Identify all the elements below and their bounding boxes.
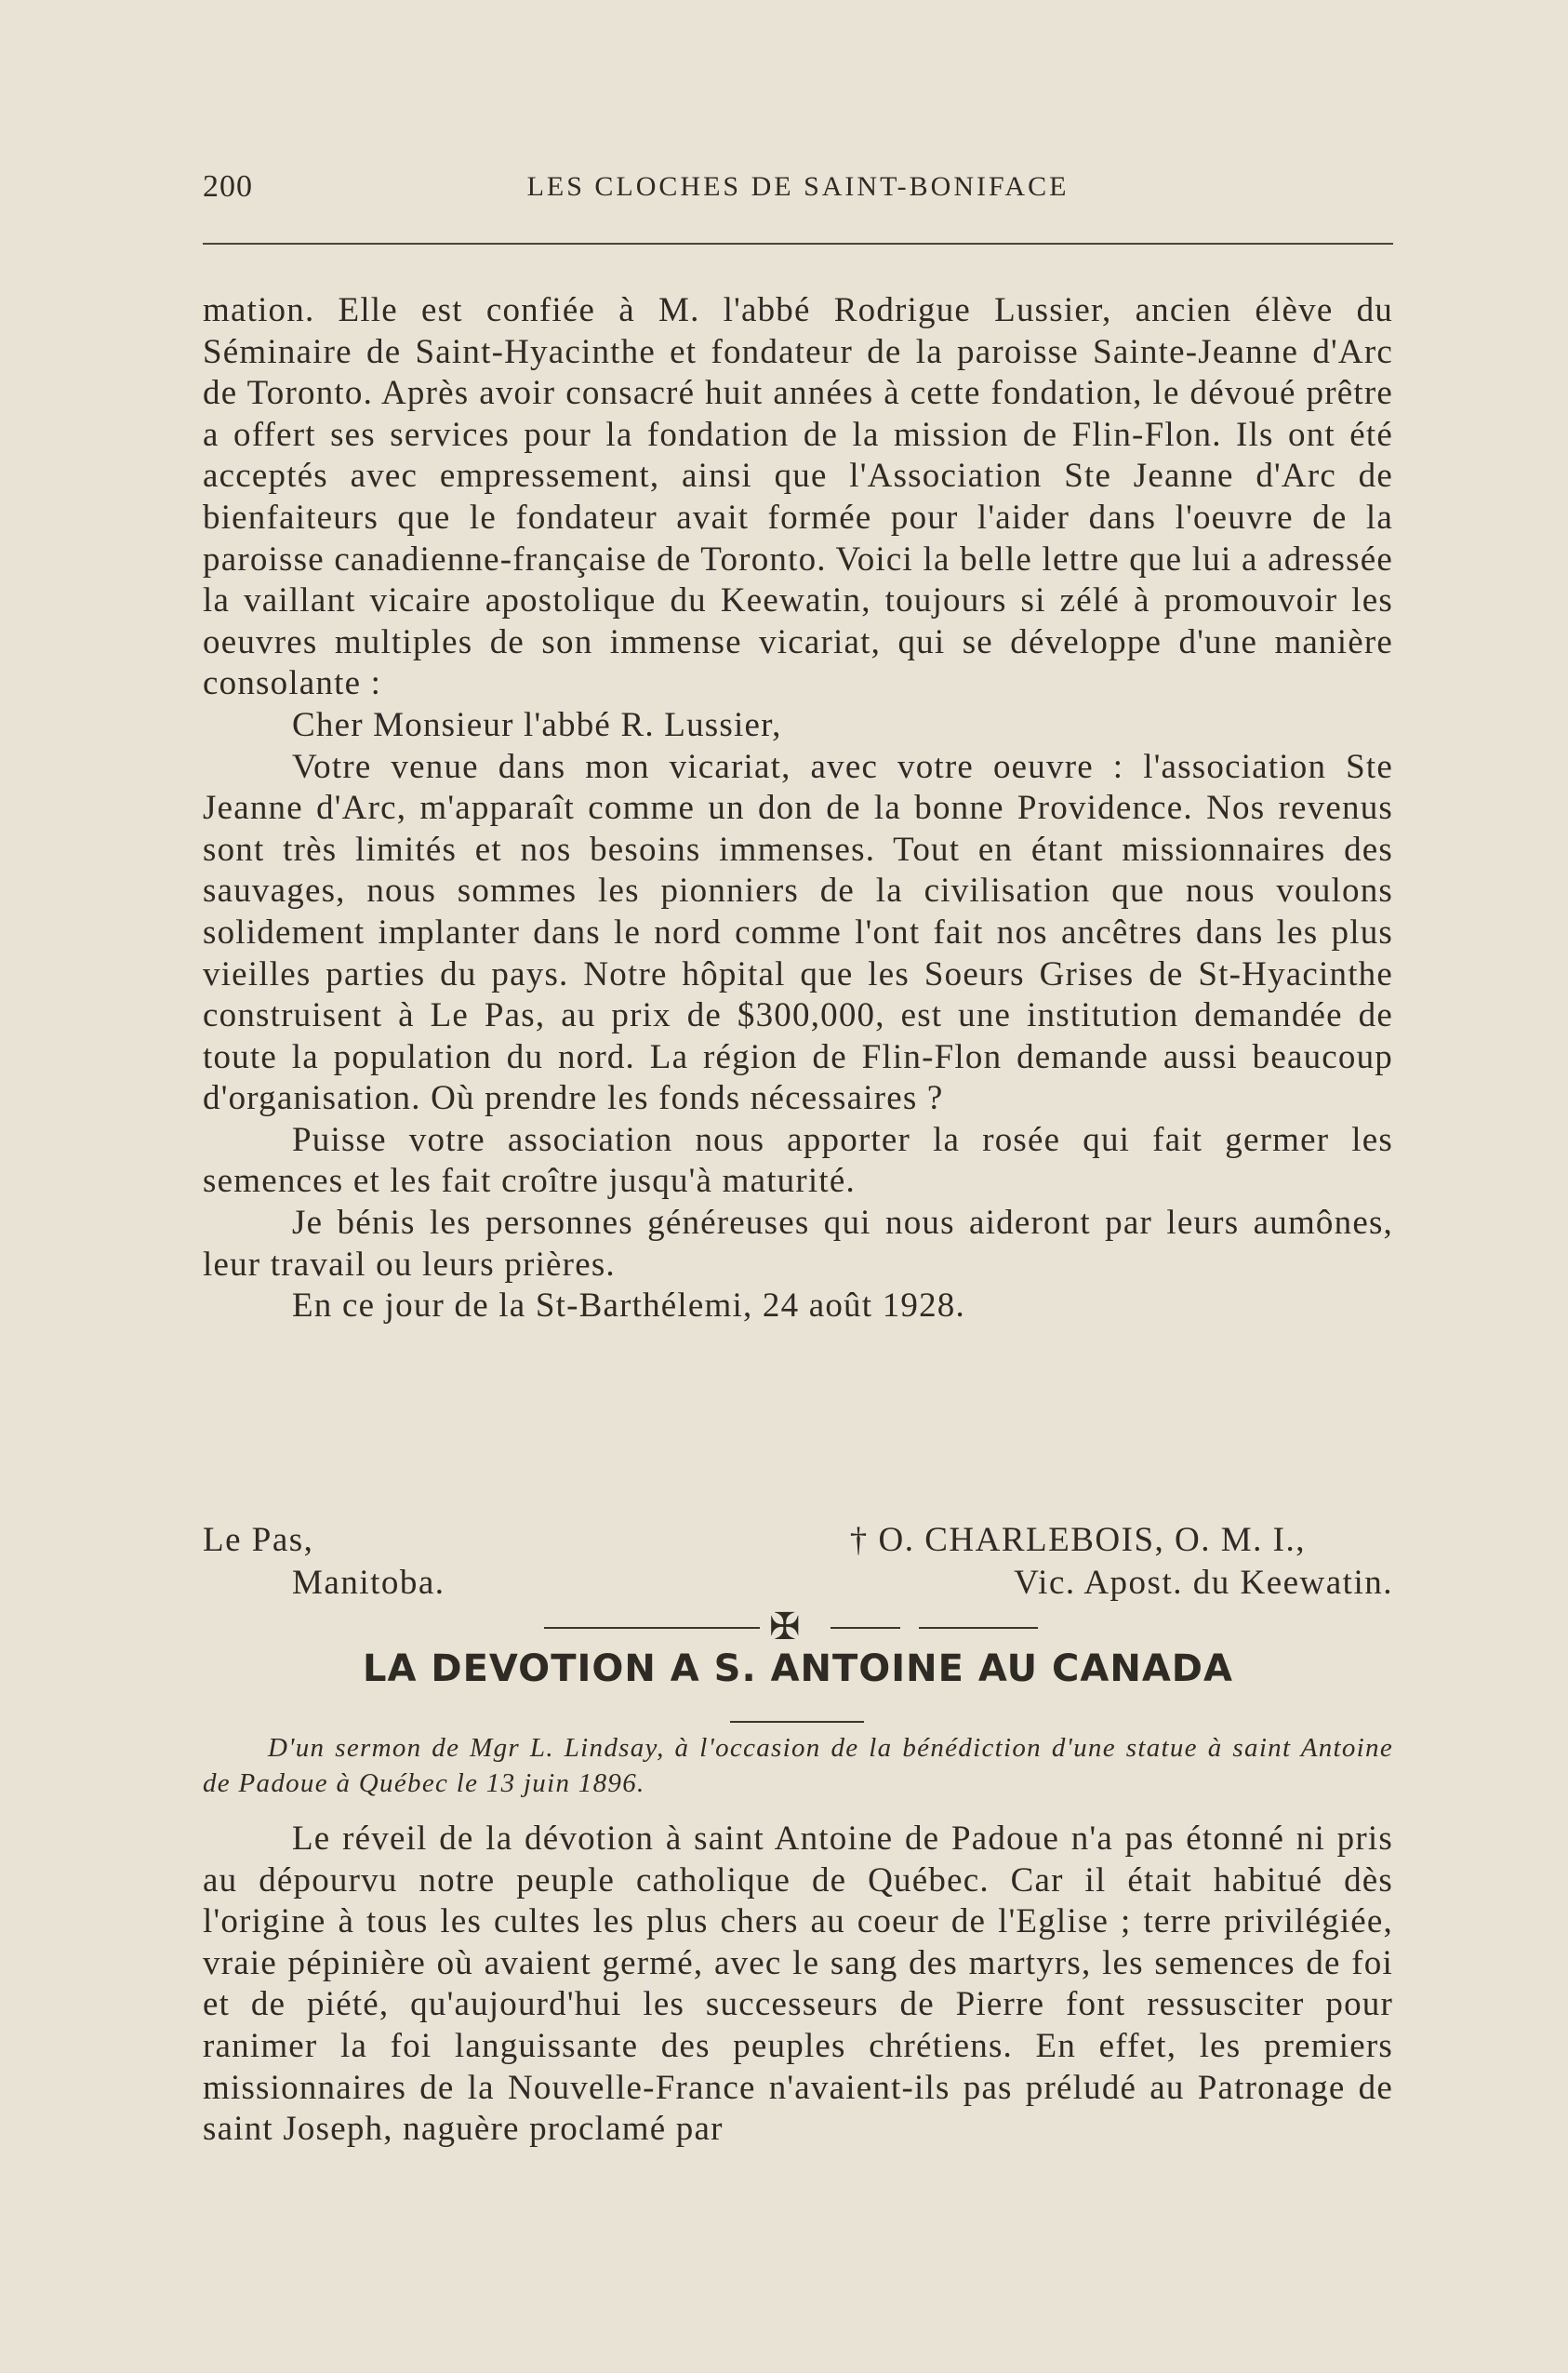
letter-salutation: Cher Monsieur l'abbé R. Lussier, [292, 705, 782, 744]
title-rule [730, 1721, 864, 1723]
article-title: LA DEVOTION A S. ANTOINE AU CANADA [363, 1647, 1233, 1690]
separator-rule-middle [831, 1627, 900, 1629]
paragraph-letter-wish: Puisse votre association nous apporter la rosée qui fait germer les semences et les fait croître jusqu'à maturité. [203, 1120, 1393, 1201]
article-subtitle [203, 1730, 1393, 1801]
letter-signature [203, 1519, 1393, 1605]
paragraph-letter-main: Votre venue dans mon vicariat, avec votre oeuvre : l'association Ste Jeanne d'Arc, m'apparaît comme un don de la bonne Providence. Nos revenus sont très limités et nos besoins immenses. Tout en étant missionnaires des sauvages, nous sommes les pionniers de la civilisation que nous voulons solidement implanter dans le nord comme l'ont fait nos ancêtres dans les plus vieilles parties du pays. Notre hôpital que les Soeurs Grises de St-Hyacinthe construisent à Le Pas, au prix de $300,000, est une institution demandée de toute la population du nord. La région de Flin-Flon demande aussi beaucoup d'organisation. Où prendre les fonds nécessaires ? [203, 747, 1393, 1118]
article-subtitle-text: D'un sermon de Mgr L. Lindsay, à l'occasion de la bénédiction d'une statue à saint Antoine de Padoue à Québec le 13 juin 1896. [203, 1733, 1393, 1798]
page-number: 200 [203, 169, 253, 204]
running-title: LES CLOCHES DE SAINT-BONIFACE [526, 171, 1070, 202]
signature-signer-line1: † O. CHARLEBOIS, O. M. I., [849, 1521, 1306, 1559]
letter-date: En ce jour de la St-Barthélemi, 24 août 1928. [292, 1286, 965, 1326]
header-rule [203, 243, 1393, 245]
paragraph-intro: mation. Elle est confiée à M. l'abbé Rodrigue Lussier, ancien élève du Séminaire de Saint-Hyacinthe et fondateur de la paroisse Sainte-Jeanne d'Arc de Toronto. Après avoir consacré huit années à cette fondation, le dévoué prêtre a offert ses services pour la fondation de la mission de Flin-Flon. Ils ont été acceptés avec empressement, ainsi que l'Association Ste Jeanne d'Arc de bienfaiteurs que le fondateur avait formée pour l'aider dans l'oeuvre de la paroisse canadienne-française de Toronto. Voici la belle lettre que lui a adressée la vaillant vicaire apostolique du Keewatin, toujours si zélé à promouvoir les oeuvres multiples de son immense vicariat, qui se développe d'une manière consolante : [203, 291, 1393, 703]
separator-rule-left [544, 1627, 760, 1629]
letter-body [203, 290, 1393, 1327]
separator-rule-right [919, 1627, 1038, 1629]
paragraph-letter-blessing: Je bénis les personnes généreuses qui nous aideront par leurs aumônes, leur travail ou leurs prières. [203, 1204, 1393, 1284]
article-paragraph: Le réveil de la dévotion à saint Antoine de Padoue n'a pas étonné ni pris au dépourvu notre peuple catholique de Québec. Car il était habitué dès l'origine à tous les cultes les plus chers au coeur de l'Eglise ; terre privilégiée, vraie pépinière où avaient germé, avec le sang des martyrs, les semences de foi et de piété, qu'aujourd'hui les successeurs de Pierre font ressusciter pour ranimer la foi languissante des peuples chrétiens. En effet, les premiers missionnaires de la Nouvelle-France n'avaient-ils pas préludé au Patronage de saint Joseph, naguère proclamé par [203, 1820, 1393, 2149]
cross-ornament-icon: ✠ [769, 1606, 801, 1648]
article-body [203, 1819, 1393, 2151]
signature-place-line2: Manitoba. [292, 1564, 445, 1602]
signature-place-line1: Le Pas, [203, 1521, 314, 1559]
running-header [203, 169, 1393, 216]
signature-signer-line2: Vic. Apost. du Keewatin. [1014, 1564, 1393, 1602]
